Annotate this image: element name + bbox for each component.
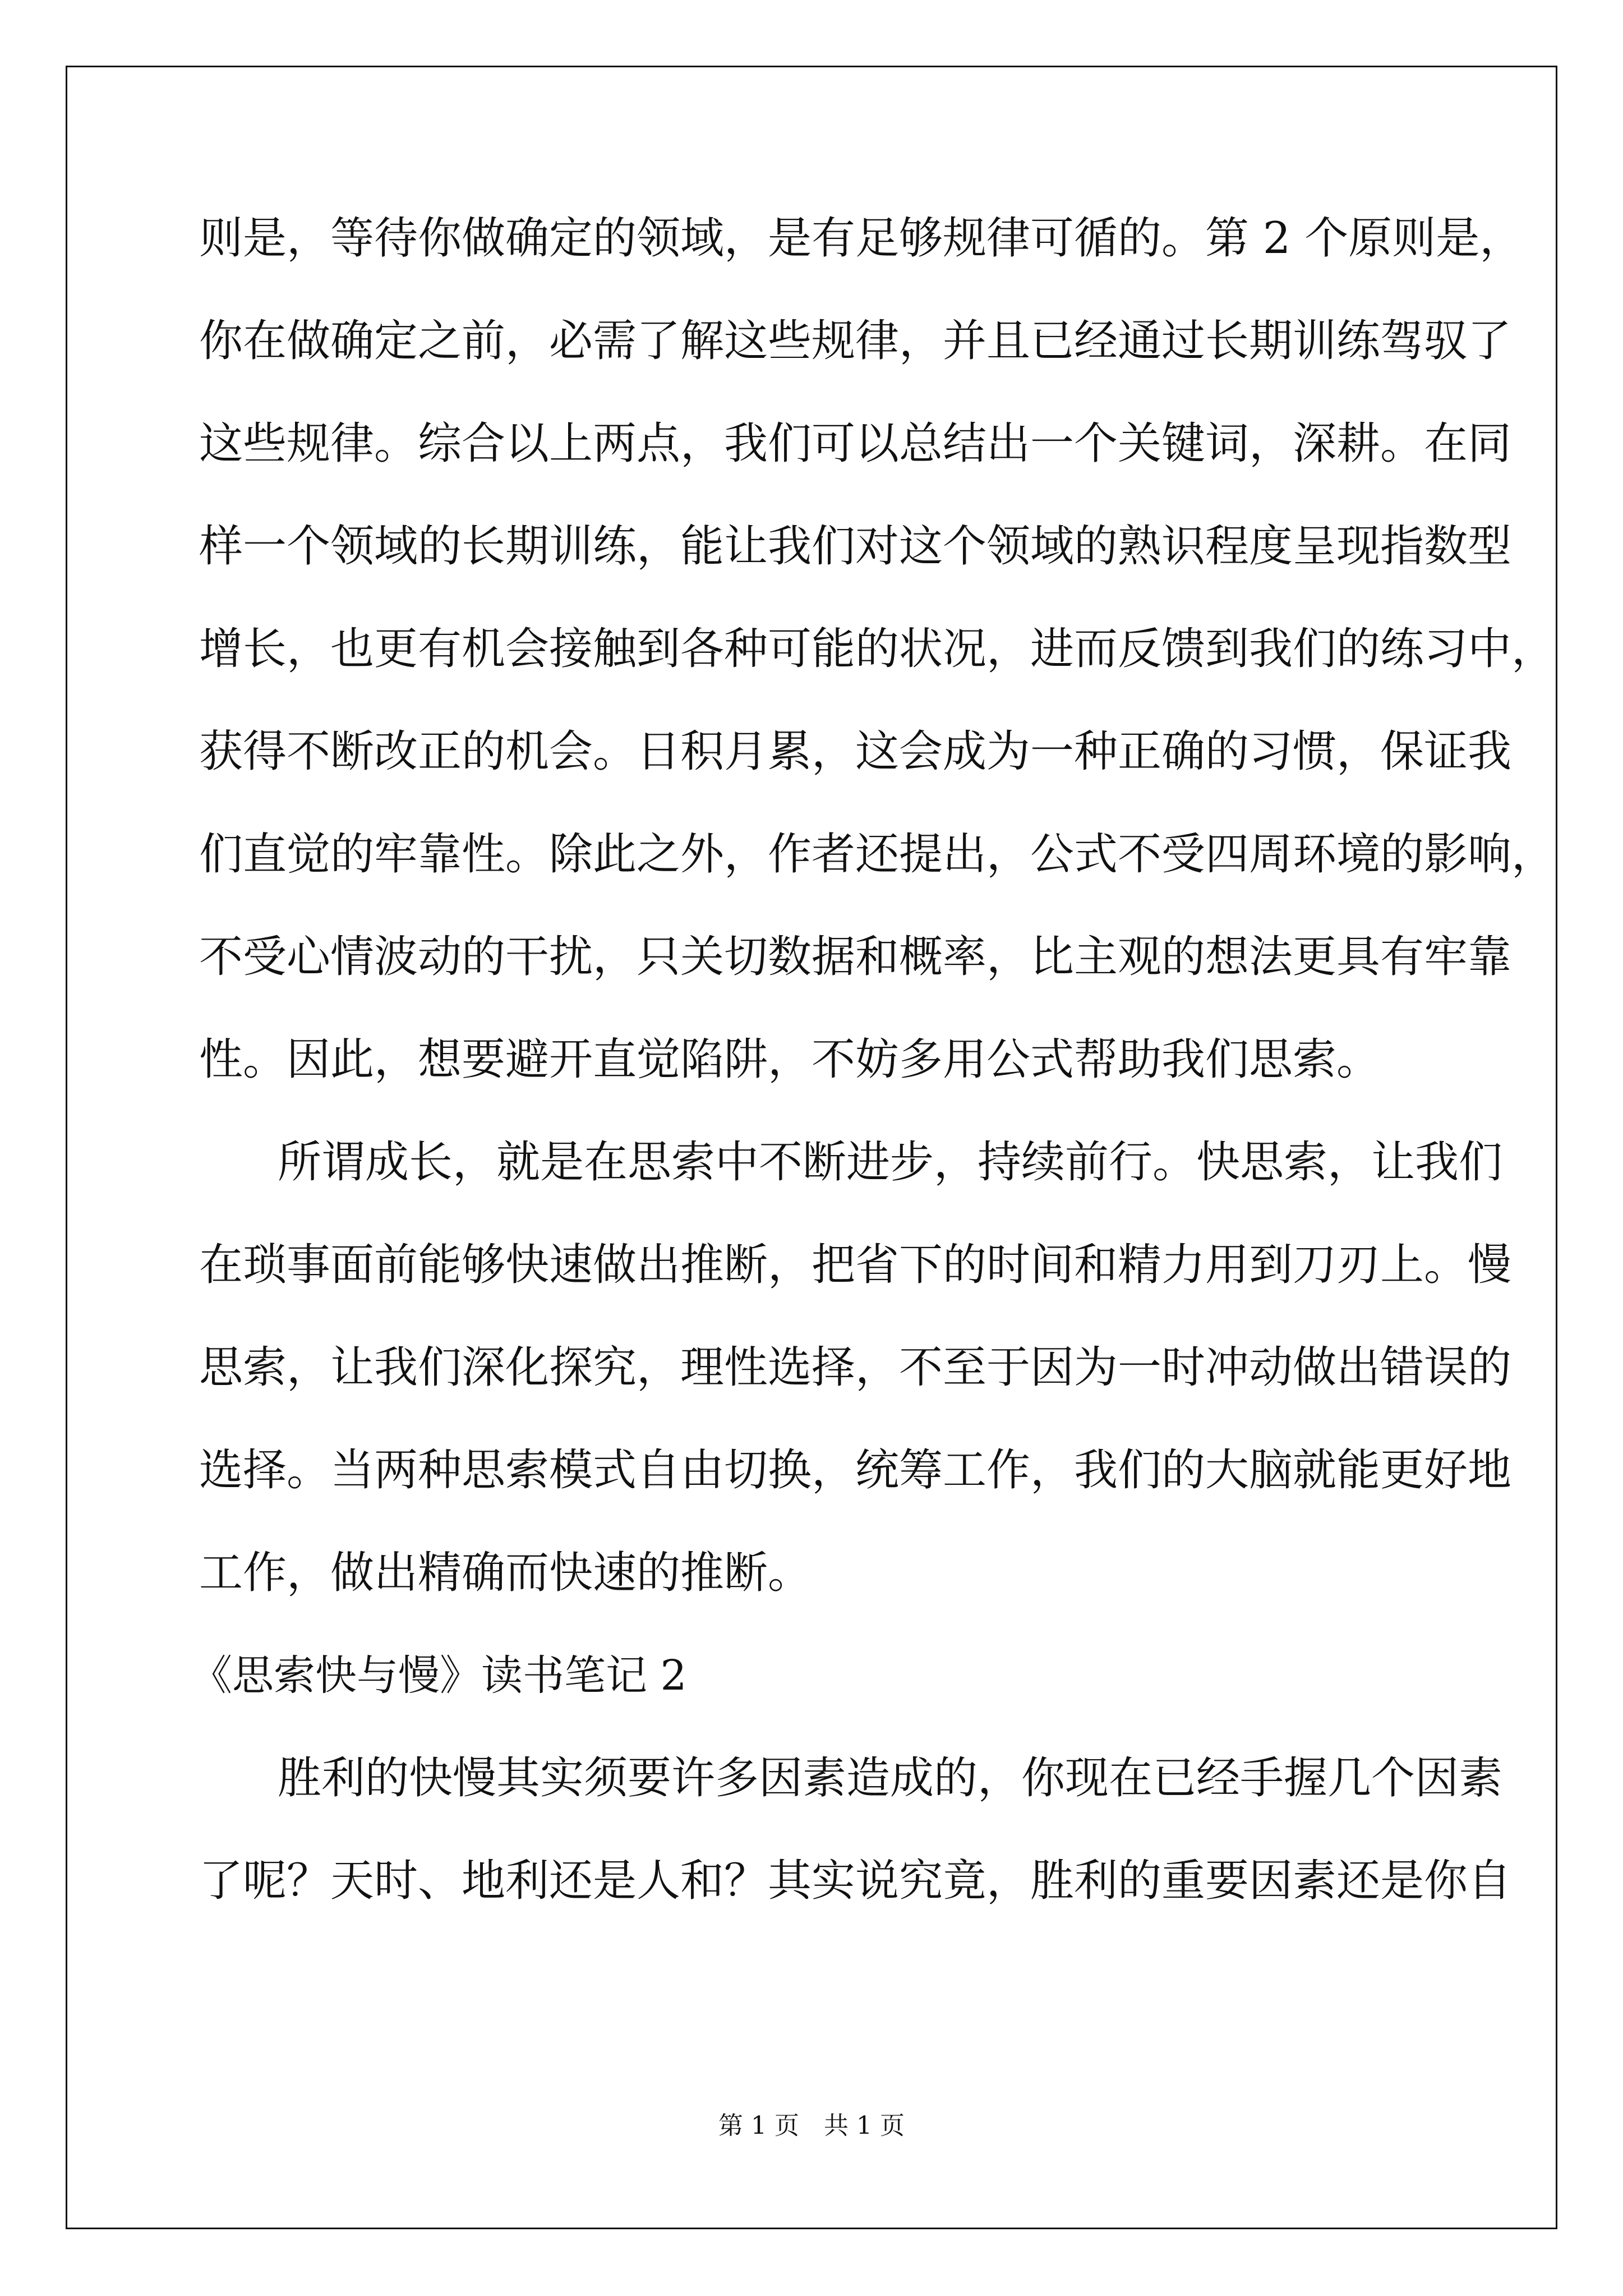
text-line: 所谓成长，就是在思索中不断进步，持续前行。快思索，让我们	[278, 1137, 1503, 1188]
text-line: 选择。当两种思索模式自由切换，统筹工作，我们的大脑就能更好地	[199, 1445, 1512, 1496]
section-heading: 《思索快与慢》读书笔记 2	[191, 1651, 687, 1700]
text-line: 则是，等待你做确定的领域，是有足够规律可循的。第 2 个原则是，	[199, 213, 1524, 264]
text-line: 这些规律。综合以上两点，我们可以总结出一个关键词，深耕。在同	[199, 418, 1512, 469]
text-line: 思索，让我们深化探究，理性选择，不至于因为一时冲动做出错误的	[199, 1342, 1512, 1393]
page-footer: 第 1 页 共 1 页	[718, 2111, 905, 2140]
text-line: 获得不断改正的机会。日积月累，这会成为一种正确的习惯，保证我	[199, 726, 1512, 777]
text-line: 了呢？天时、地利还是人和？其实说究竟，胜利的重要因素还是你自	[199, 1856, 1512, 1906]
text-line: 在琐事面前能够快速做出推断，把省下的时间和精力用到刀刃上。慢	[199, 1240, 1512, 1290]
text-line: 不受心情波动的干扰，只关切数据和概率，比主观的想法更具有牢靠	[199, 932, 1512, 982]
text-line: 你在做确定之前，必需了解这些规律，并且已经通过长期训练驾驭了	[199, 316, 1512, 366]
text-line: 胜利的快慢其实须要许多因素造成的，你现在已经手握几个因素	[278, 1753, 1503, 1803]
text-line: 们直觉的牢靠性。除此之外，作者还提出，公式不受四周环境的影响，	[199, 829, 1556, 880]
text-line: 工作，做出精确而快速的推断。	[199, 1548, 812, 1598]
text-line: 增长，也更有机会接触到各种可能的状况，进而反馈到我们的练习中，	[199, 624, 1556, 674]
text-line: 性。因此，想要避开直觉陷阱，不妨多用公式帮助我们思索。	[199, 1034, 1381, 1085]
text-line: 样一个领域的长期训练，能让我们对这个领域的熟识程度呈现指数型	[199, 521, 1512, 572]
